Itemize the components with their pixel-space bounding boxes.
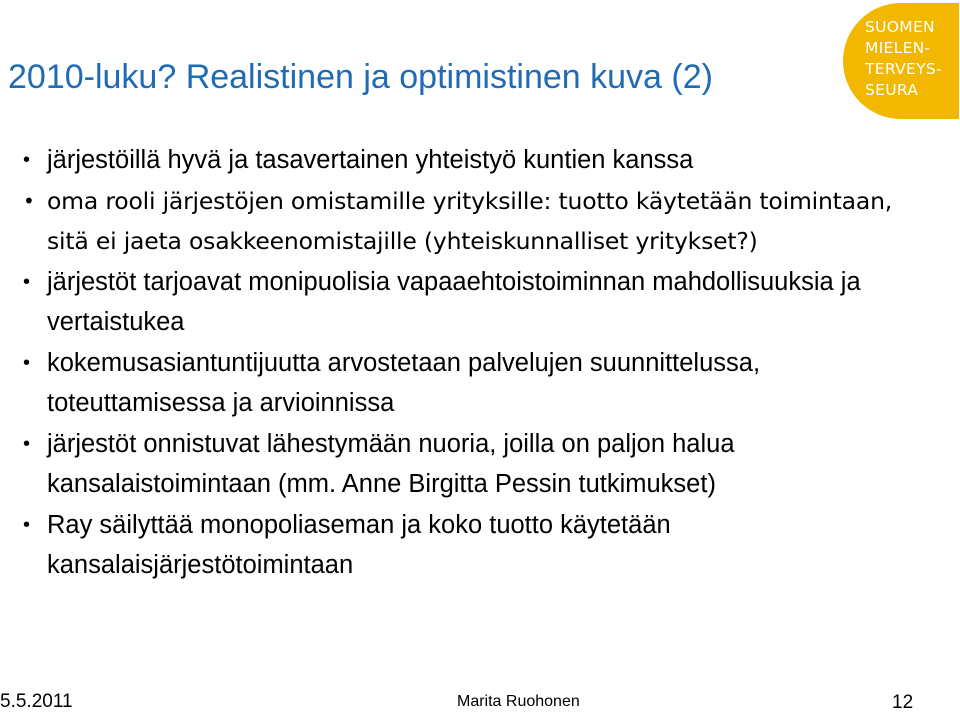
bullet-item-1 — [20, 140, 930, 180]
slide-title-main: Realistinen ja optimistinen kuva (2) — [185, 58, 713, 96]
bullet-text-2: oma rooli järjestöjen omistamille yrityksille: tuotto käytetään toimintaan, sitä ei jaeta osakkeenomistajille (yhteiskunnalliset yritykset?) — [47, 187, 893, 255]
bullet-dot-icon: • — [23, 433, 31, 455]
slide-title-prefix: 2010-luku? — [8, 58, 186, 96]
bullet-text-4: kokemusasiantuntijuutta arvostetaan palvelujen suunnittelussa, toteuttamisessa ja arvioinnissa — [47, 349, 761, 417]
bullet-text-3: järjestöt tarjoavat monipuolisia vapaaehtoistoiminnan mahdollisuuksia ja vertaistukea — [47, 268, 861, 336]
bullet-item-3 — [20, 262, 930, 342]
bullet-dot-icon: • — [23, 352, 31, 374]
footer-date: 5.5.2011 — [0, 691, 73, 712]
bullet-dot-icon: • — [23, 271, 31, 293]
slide-title — [8, 57, 713, 97]
bullet-dot-icon: • — [23, 514, 31, 536]
bullet-item-5 — [20, 424, 930, 504]
bullet-text-1: järjestöillä hyvä ja tasavertainen yhteistyö kuntien kanssa — [47, 146, 694, 174]
bullet-item-4 — [20, 343, 930, 423]
bullet-text-5: järjestöt onnistuvat lähestymään nuoria, joilla on paljon halua kansalaistoimintaan (mm. Anne Birgitta Pessin tutkimukset) — [47, 430, 735, 498]
bullet-item-2 — [20, 181, 930, 261]
bullet-dot-icon: • — [23, 189, 35, 213]
bullet-text-6: Ray säilyttää monopoliaseman ja koko tuotto käytetään kansalaisjärjestötoimintaan — [47, 511, 671, 579]
logo-line-2: MIELEN- — [865, 39, 931, 57]
bullet-item-6 — [20, 505, 930, 585]
bullet-dot-icon: • — [23, 149, 31, 171]
logo-line-4: SEURA — [865, 81, 919, 99]
logo-line-1: SUOMEN — [865, 18, 935, 36]
logo-line-3: TERVEYS- — [865, 60, 942, 78]
footer-author: Marita Ruohonen — [457, 693, 580, 710]
footer-page-number: 12 — [892, 692, 914, 713]
bullet-list — [20, 140, 930, 585]
organization-logo — [843, 3, 959, 119]
